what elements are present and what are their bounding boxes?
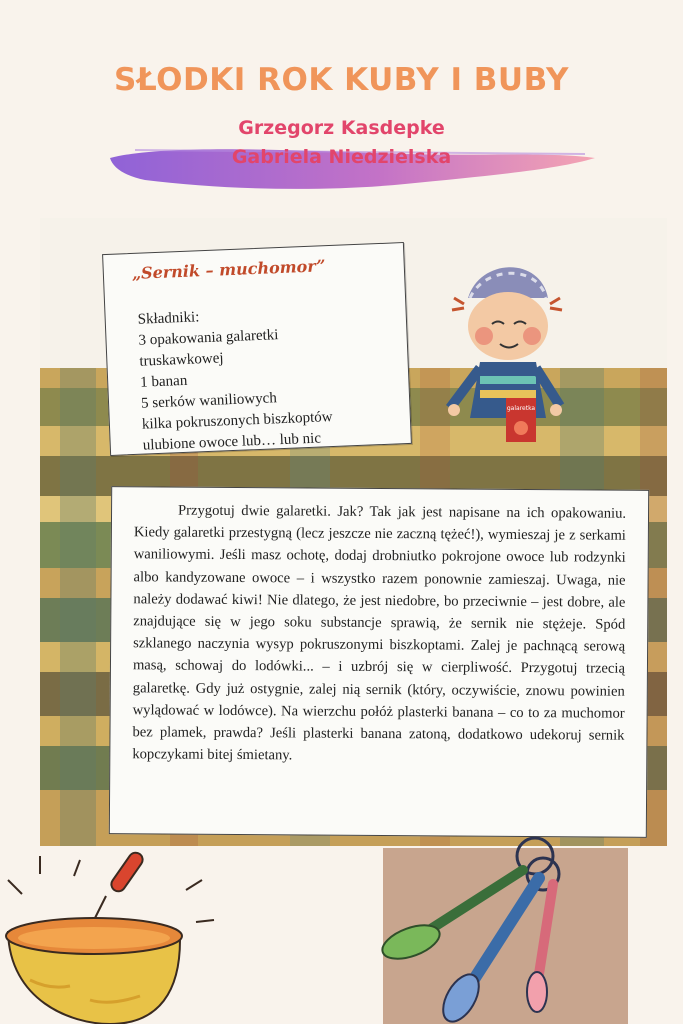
measuring-spoons-panel bbox=[383, 848, 628, 1024]
book-title: SŁODKI ROK KUBY I BUBY bbox=[114, 62, 569, 98]
gelatin-box-label: galaretka bbox=[506, 405, 536, 412]
ingredient-item: kilka pokruszonych biszkoptów bbox=[141, 409, 333, 433]
ingredient-item: 3 opakowania galaretki bbox=[138, 327, 279, 349]
ingredients-card bbox=[102, 242, 412, 456]
illustrator-name: Gabriela Niedzielska bbox=[231, 146, 452, 168]
ingredients-label: Składniki: bbox=[137, 309, 200, 328]
instructions-card bbox=[109, 486, 649, 838]
ingredient-item: 1 banan bbox=[139, 372, 188, 391]
author-name: Grzegorz Kasdepke bbox=[238, 117, 445, 139]
book-page-scan bbox=[40, 218, 667, 846]
mixing-bowl-icon bbox=[0, 840, 230, 1024]
recipe-instructions: Przygotuj dwie galaretki. Jak? Tak jak jest napisane na ich opakowaniu. Kiedy galaretki przestygną (lecz jeszcze nie zaczną tężeć!), wymieszaj je z serkami waniliowymi. Jeśli masz ochotę, dodaj drobniutko pokrojone owoce lub rodzynki albo kandyzowane owoce – i wszystko razem ponownie zamieszaj. Uwaga, nie należy dodawać kiwi! Nie dlatego, że jest niedobre, bo przeciwnie – jest dobre, ale znajdujące się w jego soku substancje sprawią, że sernik nie stężeje. Spód szklanego naczynia wysyp pokruszonymi biszkoptami. Zalej je pachnącą serową masą, schowaj do lodówki... – i uzbrój się w cierpliwość. Przygotuj trzecią galaretkę. Gdy już ostygnie, zalej nią sernik (który, oczywiście, znowu powinien wylądować w lodówce). Na wierzchu połóż plasterki banana – co to za muchomor bez plamek, prawda? Jeśli plasterki banana zatoną, dodatkowo udekoruj sernik kopczykami bitej śmietany. bbox=[132, 502, 627, 764]
ingredient-item: truskawkowej bbox=[139, 350, 224, 370]
ingredient-item: 5 serków waniliowych bbox=[140, 390, 278, 412]
recipe-heading: „Sernik – muchomor” bbox=[131, 256, 326, 283]
ingredient-item: ulubione owoce lub… lub nic bbox=[142, 430, 322, 454]
child-illustration bbox=[440, 258, 570, 458]
measuring-spoons-icon bbox=[343, 834, 643, 1024]
